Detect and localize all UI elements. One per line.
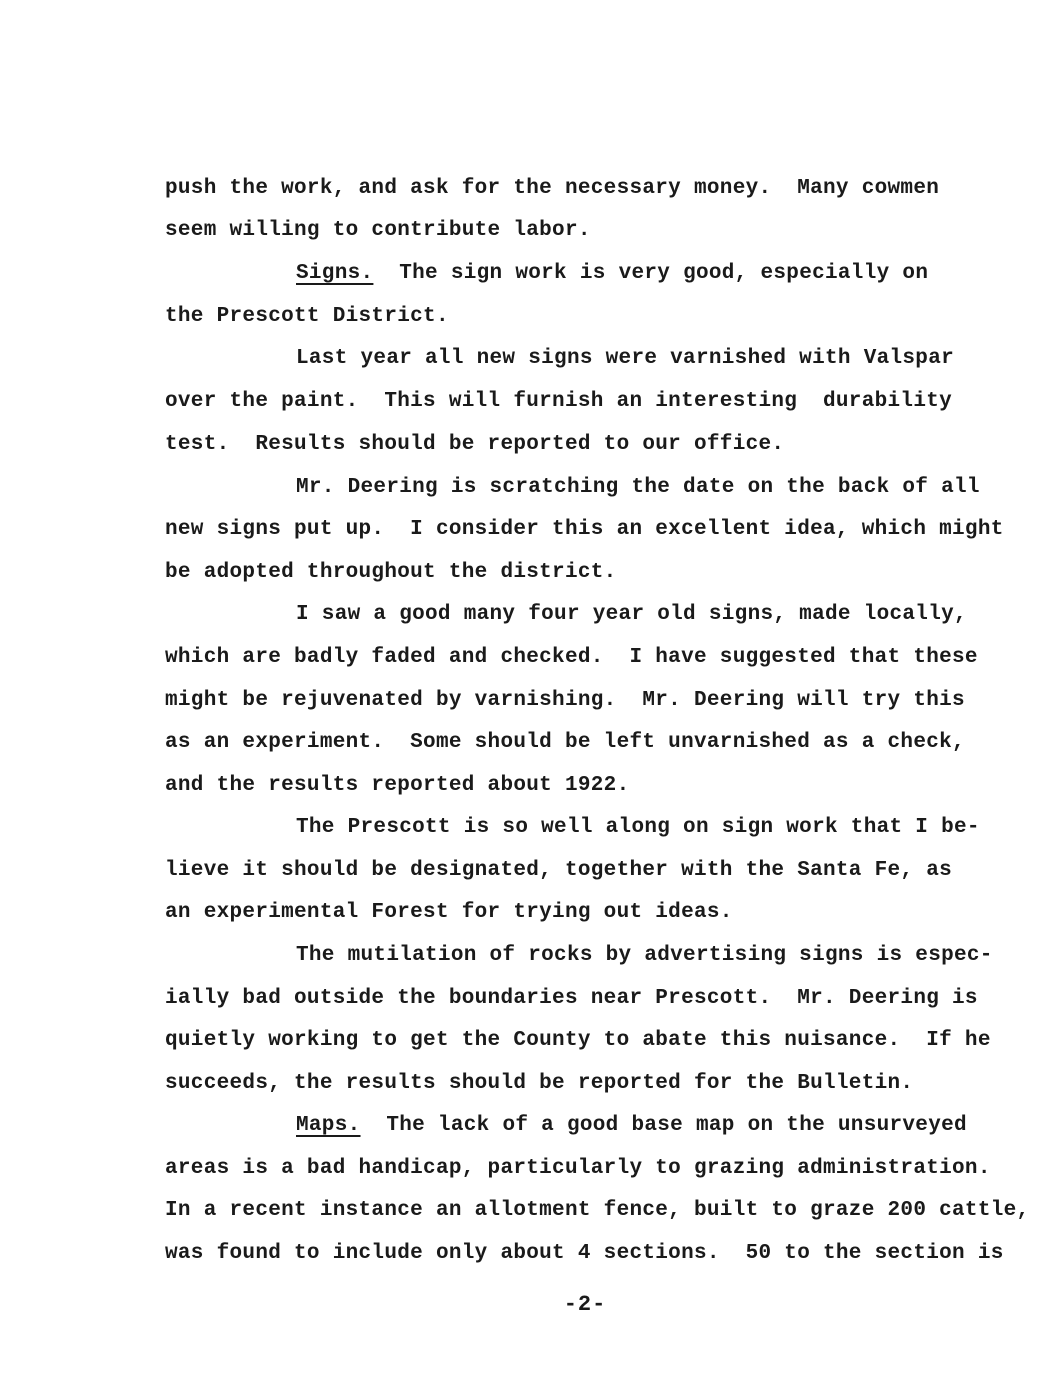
text-line: Mr. Deering is scratching the date on the back of all (296, 476, 980, 499)
text-line: areas is a bad handicap, particularly to grazing administration. (165, 1157, 991, 1180)
text-line: be adopted throughout the district. (165, 561, 617, 584)
section-heading-maps: Maps. (296, 1114, 361, 1137)
text-line: Last year all new signs were varnished with Valspar (296, 347, 955, 370)
text-line: and the results reported about 1922. (165, 774, 630, 797)
text-line: The lack of a good base map on the unsurveyed (386, 1114, 967, 1137)
page-number: -2- (563, 1292, 607, 1317)
text-line: In a recent instance an allotment fence, built to graze 200 cattle, (165, 1199, 1030, 1222)
text-line: an experimental Forest for trying out ideas. (165, 901, 733, 924)
text-line: the Prescott District. (165, 305, 449, 328)
text-line: was found to include only about 4 sections. 50 to the section is (165, 1242, 1004, 1265)
text-line: lieve it should be designated, together with the Santa Fe, as (165, 859, 953, 882)
text-line: The sign work is very good, especially on (399, 262, 929, 285)
text-line: which are badly faded and checked. I have suggested that these (165, 646, 978, 669)
text-line: I saw a good many four year old signs, made locally, (296, 603, 967, 626)
text-line: might be rejuvenated by varnishing. Mr. Deering will try this (165, 689, 965, 712)
text-line: as an experiment. Some should be left unvarnished as a check, (165, 731, 965, 754)
text-line: The Prescott is so well along on sign work that I be- (296, 816, 980, 839)
section-heading-signs: Signs. (296, 262, 374, 285)
paragraph-maps (296, 1112, 967, 1140)
text-line: quietly working to get the County to abate this nuisance. If he (165, 1029, 991, 1052)
text-line: The mutilation of rocks by advertising signs is espec- (296, 944, 993, 967)
text-line: new signs put up. I consider this an excellent idea, which might (165, 518, 1004, 541)
text-line: ially bad outside the boundaries near Prescott. Mr. Deering is (165, 987, 978, 1010)
text-line: succeeds, the results should be reported for the Bulletin. (165, 1072, 914, 1095)
text-line: seem willing to contribute labor. (165, 219, 591, 242)
paragraph-signs (296, 260, 928, 288)
text-line: over the paint. This will furnish an interesting durability (165, 390, 953, 413)
text-line: test. Results should be reported to our office. (165, 433, 785, 456)
text-line: push the work, and ask for the necessary money. Many cowmen (165, 177, 940, 200)
